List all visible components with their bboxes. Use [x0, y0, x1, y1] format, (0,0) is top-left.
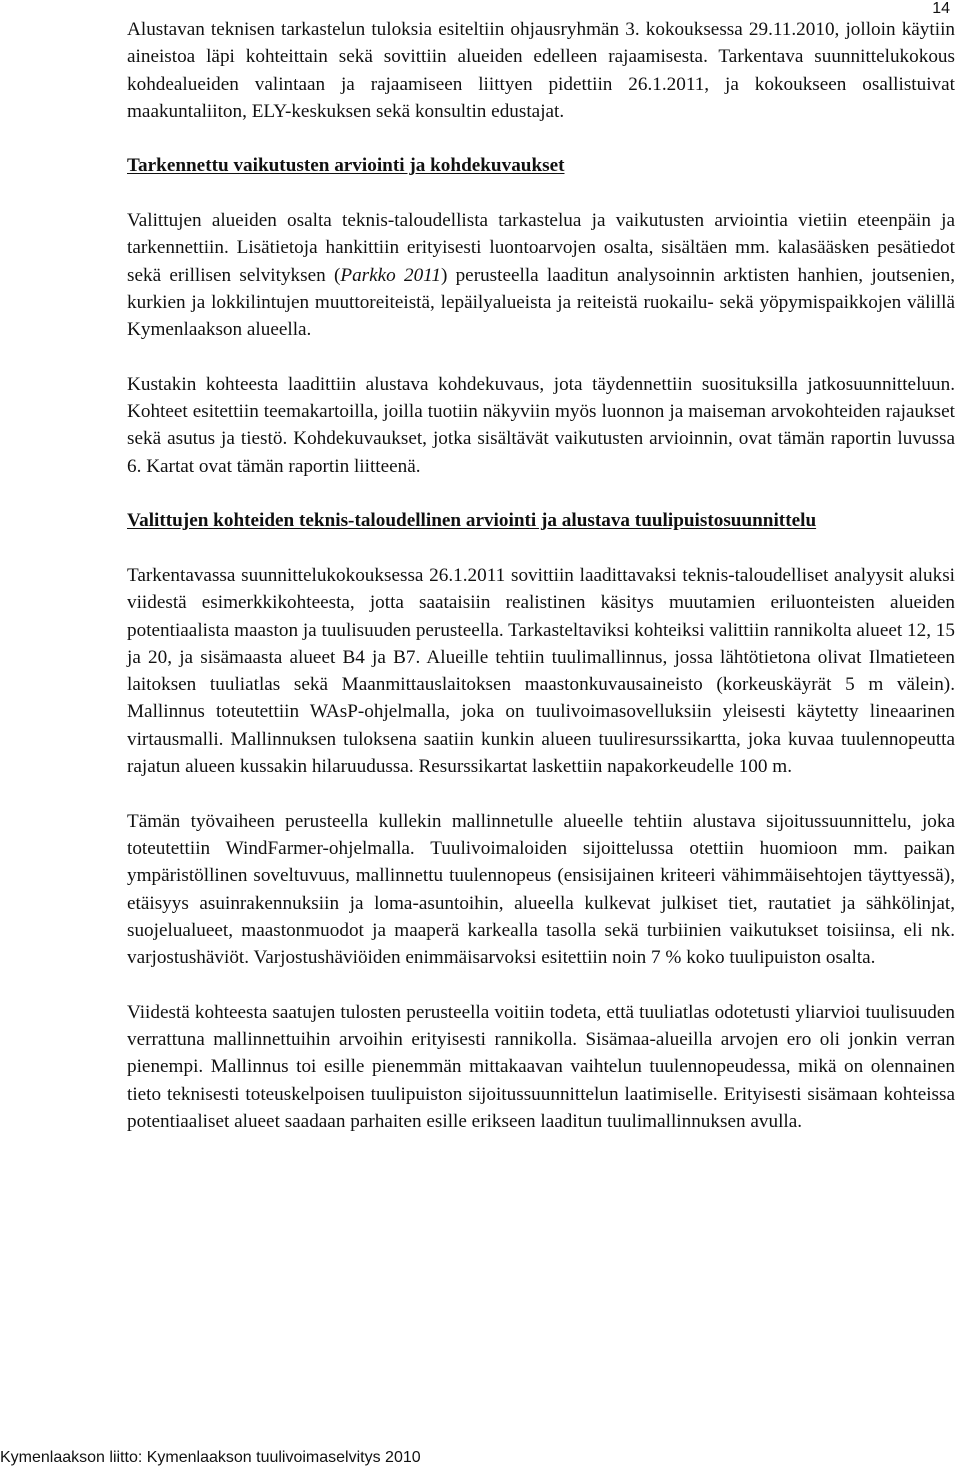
document-body	[127, 16, 955, 1162]
impact-assessment-paragraph	[127, 207, 955, 343]
wind-modelling-paragraph: Tarkentavassa suunnittelukokouksessa 26.1.2011 sovittiin laadittavaksi teknis-taloudelliset analyysit aluksi viidestä esimerkkikohteesta, jotta saataisiin realistinen käsitys muutamien eriluonteisten alueiden potentiaalista maaston ja tuulisuuden perusteella. Tarkasteltaviksi kohteiksi valittiin rannikolta alueet 12, 15 ja 20, ja sisämaasta alueet B4 ja B7. Alueille tehtiin tuulimallinnus, jossa lähtötietona olivat Ilmatieteen laitoksen tuuliatlas sekä Maanmittauslaitoksen maastonkuvausaineisto (korkeuskäyrät 5 m välein). Mallinnus toteutettiin WAsP-ohjelmalla, joka on tuulivoimasovelluksiin yleisesti käytetty lineaarinen virtausmalli. Mallinnuksen tuloksena saatiin kunkin alueen tuuliresurssikartta, joka kuvaa tuulennopeutta rajatun alueen kussakin hilaruudussa. Resurssikartat laskettiin napakorkeudelle 100 m.	[127, 564, 955, 778]
section-heading-techno-economic: Valittujen kohteiden teknis-taloudellinen arviointi ja alustava tuulipuistosuunnittelu	[127, 510, 817, 532]
results-paragraph: Viidestä kohteesta saatujen tulosten perusteella voitiin todeta, että tuuliatlas odotetusti yliarvioi tuulisuuden verrattuna mallinnettuihin arvoihin erityisesti rannikolla. Sisämaa-alueilla arvojen ero oli jonkin verran pienempi. Mallinnus toi esille pienemmän mittakaavan vaihtelun tuulennopeudessa, mikä on olennainen tieto teknisesti toteuskelpoisen tuulipuiston sijoitussuunnittelun laatimiselle. Erityisesti sisämaan kohteissa potentiaaliset alueet saadaan parhaiten esille erikseen laaditun tuulimallinnuksen avulla.	[127, 1001, 955, 1132]
section-heading-text: Tarkennettu vaikutusten arviointi ja kohdekuvaukset	[127, 155, 565, 177]
site-descriptions-paragraph: Kustakin kohteesta laadittiin alustava kohdekuvaus, jota täydennettiin suosituksilla jatkosuunnitteluun. Kohteet esitettiin teemakartoilla, joilla tuotiin näkyviin myös luonnon ja maiseman arvokohteiden rajaukset sekä asutus ja tiestö. Kohdekuvaukset, jotka sisältävät vaikutusten arvioinnin, ovat tämän raportin luvussa 6. Kartat ovat tämän raportin liitteenä.	[127, 373, 955, 477]
paragraph-text: ) perusteella laaditun analysoinnin arktisten hanhien, joutsenien, kurkien ja lokkilintujen muuttoreiteistä, lepäilyalueista ja reiteistä ruokailu- sekä yöpymispaikkojen välillä Kymenlaakson alueella.	[127, 264, 956, 341]
siting-design-paragraph: Tämän työvaiheen perusteella kullekin mallinnetulle alueelle tehtiin alustava sijoitussuunnittelu, joka toteutettiin WindFarmer-ohjelmalla. Tuulivoimaloiden sijoittelussa otettiin huomioon mm. paikan ympäristöllinen soveltuvuus, mallinnettu tuulennopeus (ensisijainen kriteeri vähimmäisehtojen täyttyessä), etäisyys asuinrakennuksiin ja loma-asuntoihin, alueella kulkevat julkiset tiet, rautatiet ja sähkölinjat, suojelualueet, maastonmuodot ja maaperä karkealla tasolla sekä turbiinien vaikutukset toisiinsa, eli nk. varjostushäviöt. Varjostushäviöiden enimmäisarvoksi esitettiin noin 7 % koko tuulipuiston osalta.	[127, 810, 955, 969]
section-heading-impact-assessment	[127, 152, 955, 179]
page-number: 14	[932, 0, 950, 17]
page-footer: Kymenlaakson liitto: Kymenlaakson tuulivoimaselvitys 2010	[0, 1449, 421, 1466]
citation-italic: Parkko 2011	[340, 264, 441, 286]
intro-paragraph: Alustavan teknisen tarkastelun tuloksia esiteltiin ohjausryhmän 3. kokouksessa 29.11.2010, jolloin käytiin aineistoa läpi kohteittain sekä sovittiin alueiden edelleen rajaamisesta. Tarkentava suunnittelukokous kohdealueiden valintaan ja rajaamiseen liittyen pidettiin 26.1.2011, ja kokoukseen osallistuivat maakuntaliiton, ELY-keskuksen sekä konsultin edustajat.	[127, 19, 955, 122]
paragraph-text: Valittujen alueiden osalta teknis-taloudellista tarkastelua ja vaikutusten arviointia vietiin eteenpäin ja tarkennettiin. Lisätietoja hankittiin erityisesti luontoarvojen osalta, sisältäen mm. kalasääsken pesätiedot sekä erillisen selvityksen (	[127, 210, 955, 286]
